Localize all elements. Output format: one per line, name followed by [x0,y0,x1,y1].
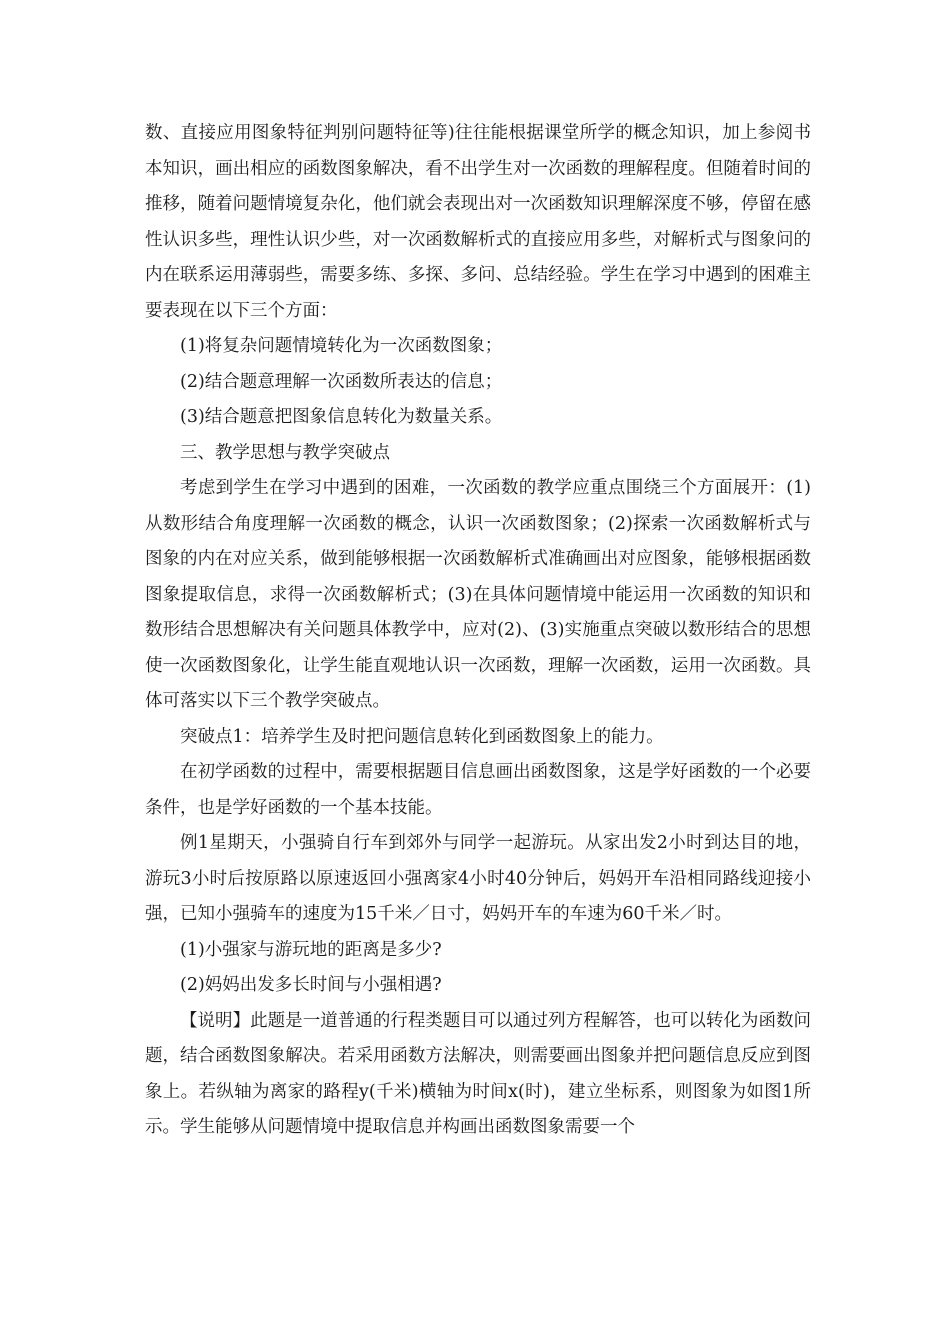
paragraph-teaching-focus: 考虑到学生在学习中遇到的困难，一次函数的教学应重点围绕三个方面展开：(1)从数形结合角度理解一次函数的概念，认识一次函数图象；(2)探索一次函数解析式与图象的内在对应关系，做到能够根据一次函数解析式准确画出对应图象，能够根据函数图象提取信息，求得一次函数解析式；(3)在具体问题情境中能运用一次函数的知识和数形结合思想解决有关问题具体教学中，应对(2)、(3)实施重点突破以数形结合的思想使一次函数图象化，让学生能直观地认识一次函数，理解一次函数，运用一次函数。具体可落实以下三个教学突破点。 [145,478,811,711]
breakthrough-point-1: 突破点1：培养学生及时把问题信息转化到函数图象上的能力。 [180,726,664,747]
paragraph-explanation: 【说明】此题是一道普通的行程类题目可以通过列方程解答，也可以转化为函数问题，结合函数图象解决。若采用函数方法解决，则需要画出图象并把问题信息反应到图象上。若纵轴为离家的路程y(千米)横轴为时间x(时)，建立坐标系，则图象为如图1所示。学生能够从问题情境中提取信息并构画出函数图象需要一个 [145,1010,811,1137]
list-item-difficulty-1: (1)将复杂问题情境转化为一次函数图象； [180,336,503,356]
list-item-difficulty-2: (2)结合题意理解一次函数所表达的信息； [180,371,503,392]
example-question-2: (2)妈妈出发多长时间与小强相遇? [180,975,442,995]
example-1: 例1星期天，小强骑自行车到郊外与同学一起游玩。从家出发2小时到达目的地，游玩3小时后按原路以原速返回小强离家4小时40分钟后，妈妈开车沿相同路线迎接小强，已知小强骑车的速度为15千米／日寸，妈妈开车的车速为60千米／时。 [145,833,811,924]
list-item-difficulty-3: (3)结合题意把图象信息转化为数量关系。 [180,407,503,427]
paragraph-function-graph: 在初学函数的过程中，需要根据题目信息画出函数图象，这是学好函数的一个必要条件，也是学好函数的一个基本技能。 [145,762,811,818]
paragraph-continuation: 数、直接应用图象特征判别问题特征等)往往能根据课堂所学的概念知识，加上参阅书本知识，画出相应的函数图象解决，看不出学生对一次函数的理解程度。但随着时间的推移，随着问题情境复杂化，他们就会表现出对一次函数知识理解深度不够，停留在感性认识多些，理性认识少些，对一次函数解析式的直接应用多些，对解析式与图象问的内在联系运用薄弱些，需要多练、多探、多问、总结经验。学生在学习中遇到的困难主要表现在以下三个方面： [145,123,811,321]
example-question-1: (1)小强家与游玩地的距离是多少? [180,939,442,960]
document-page [145,116,811,1146]
section-heading: 三、教学思想与教学突破点 [180,442,390,463]
